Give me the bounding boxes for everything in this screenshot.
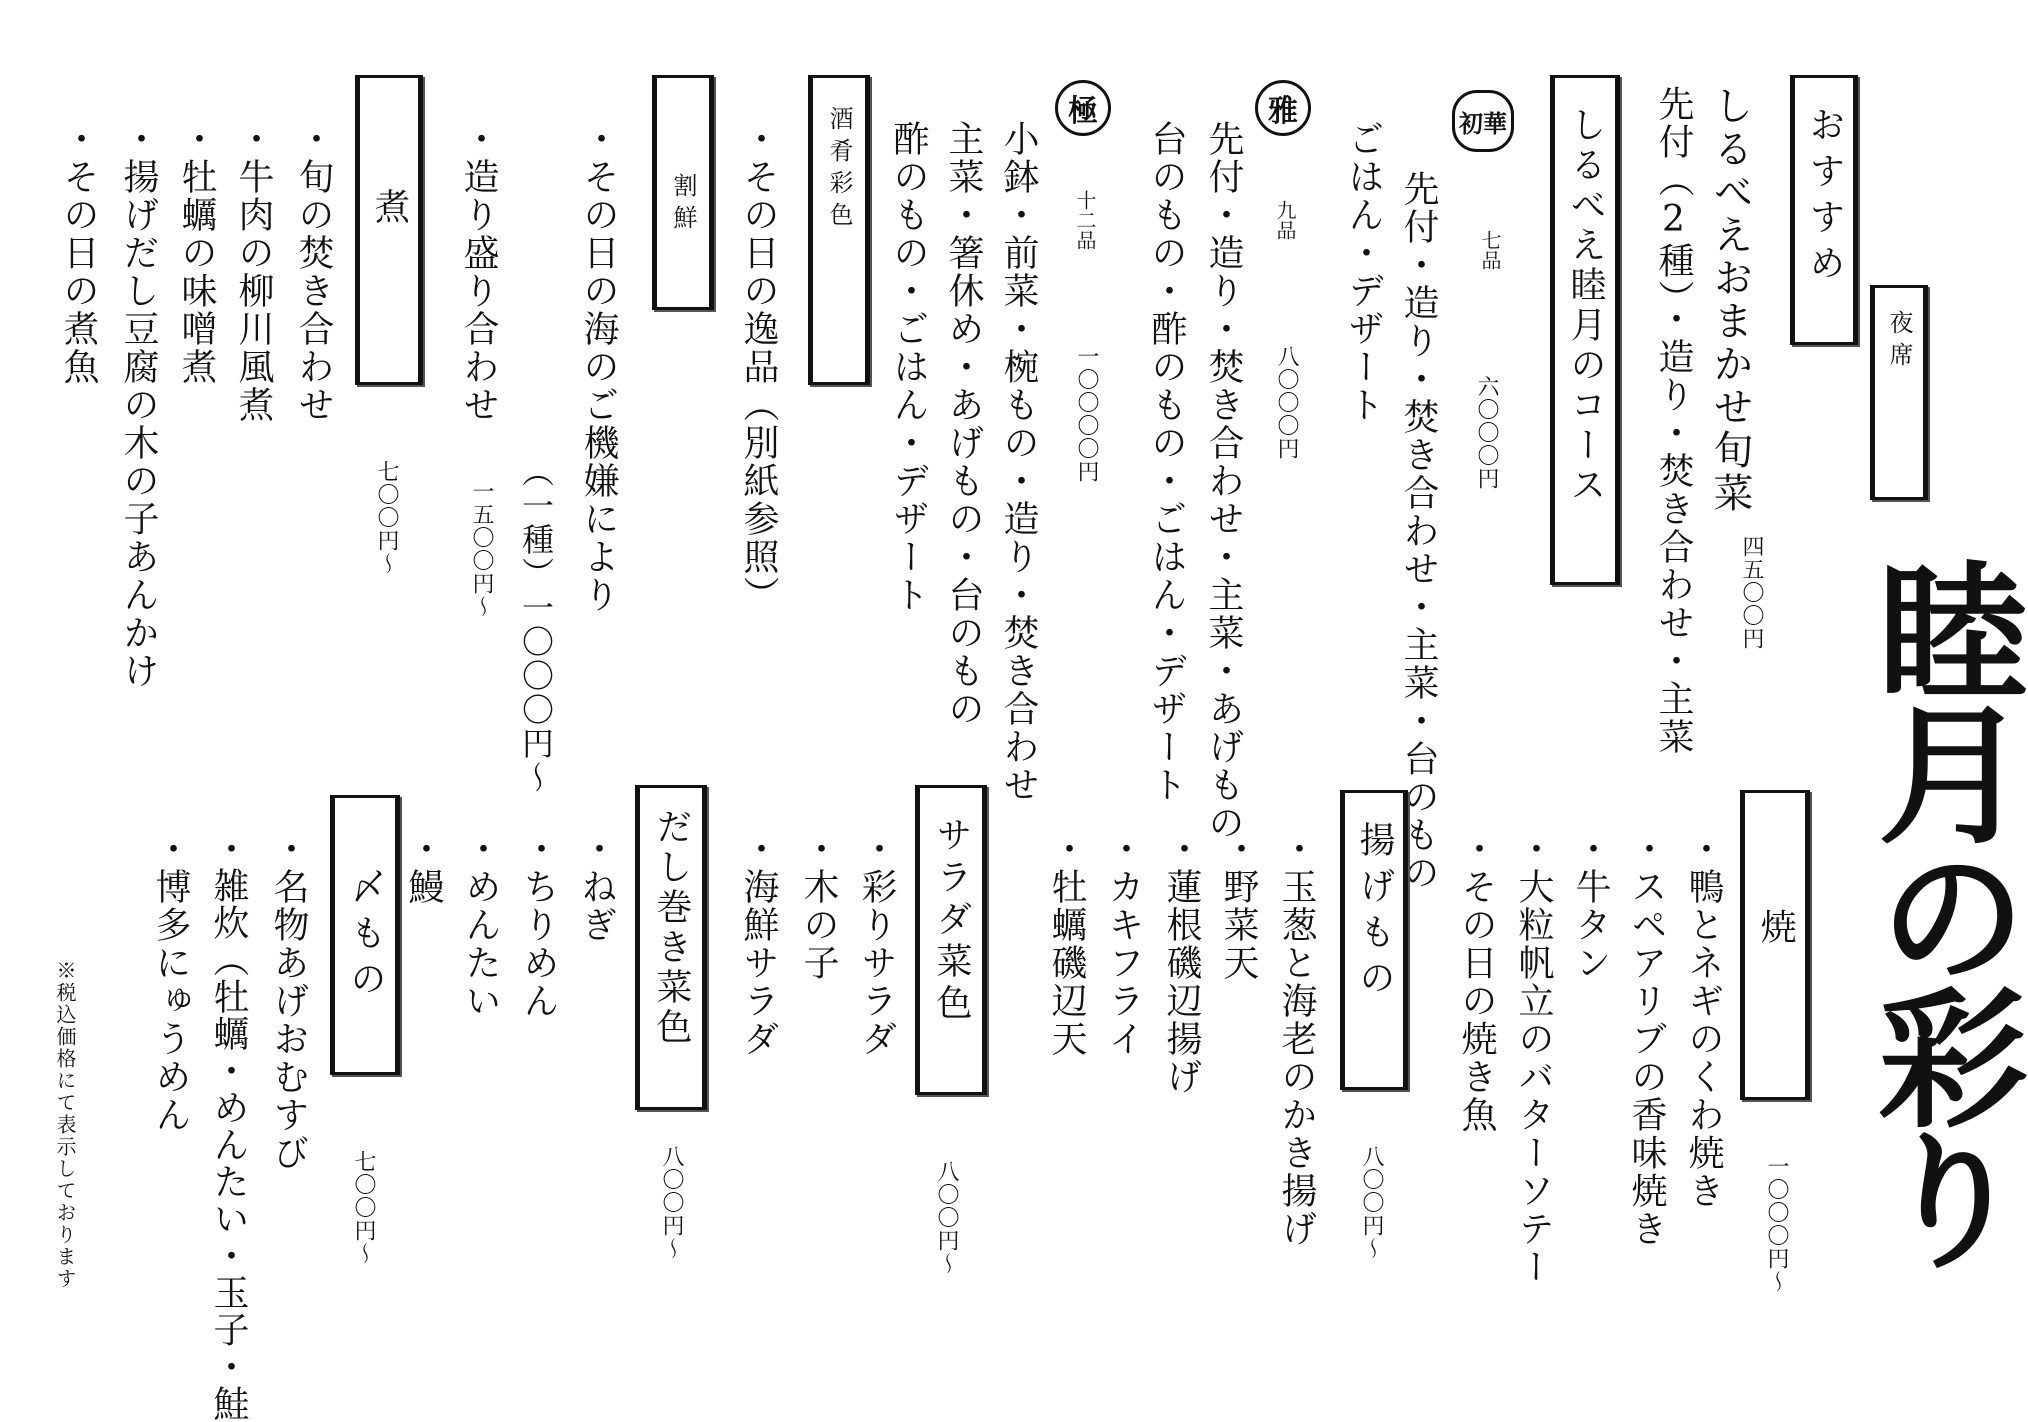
kiwami-line1: 小鉢・前菜・椀もの・造り・焚き合わせ bbox=[998, 120, 1039, 804]
yoseki-label: 夜席 bbox=[1885, 310, 1913, 374]
salad-item-3: ・海鮮サラダ bbox=[738, 830, 779, 1058]
miyabi-line1: 先付・造り・焚き合わせ・主菜・あげもの bbox=[1203, 120, 1244, 842]
yoseki-label-box bbox=[1870, 285, 1928, 500]
ni-item-4: ・揚げだし豆腐の木の子あんかけ bbox=[118, 120, 159, 690]
kiwami-price: 一〇〇〇〇円 bbox=[1074, 345, 1099, 483]
omakase-price: 四五〇〇円 bbox=[1739, 535, 1764, 650]
kappou-label-box bbox=[652, 75, 714, 310]
miyabi-line2: 台のもの・酢のもの・ごはん・デザート bbox=[1146, 120, 1187, 804]
agemono-label: 揚げもの bbox=[1354, 821, 1395, 1005]
salad-item-1: ・彩りサラダ bbox=[856, 830, 897, 1058]
shuko-item: ・その日の逸品（別紙参照） bbox=[738, 120, 779, 614]
shuko-label-box bbox=[808, 75, 870, 385]
ni-label-box bbox=[355, 75, 423, 385]
shuko-label: 酒肴彩色 bbox=[825, 106, 853, 234]
tax-note: ※税込価格にて表示しております bbox=[53, 960, 77, 1290]
dashimaki-item-1: ・ねぎ bbox=[576, 830, 617, 944]
kiwami-badge: 極 bbox=[1055, 80, 1111, 136]
salad-item-2: ・木の子 bbox=[798, 830, 839, 982]
recommend-label: おすすめ bbox=[1804, 106, 1845, 290]
dashimaki-item-2: ・ちりめん bbox=[518, 830, 559, 1020]
yaki-label: 焼 bbox=[1755, 908, 1796, 954]
kappou-price: （一種）一〇〇〇円～ bbox=[517, 455, 555, 795]
ni-item-2: ・牛肉の柳川風煮 bbox=[233, 120, 274, 424]
page-title: 睦月の彩り bbox=[1852, 555, 2028, 1265]
tsukuri-item: ・造り盛り合わせ bbox=[458, 120, 499, 424]
omakase-detail: 先付（2種）・造り・焚き合わせ・主菜 bbox=[1653, 85, 1694, 756]
recommend-label-box bbox=[1790, 75, 1858, 345]
kiwami-line2: 主菜・箸休め・あげもの・台のもの bbox=[943, 120, 984, 728]
hatsuhana-count: 七品 bbox=[1478, 230, 1502, 270]
shime-label-box bbox=[330, 795, 400, 1075]
yaki-item-5: ・その日の焼き魚 bbox=[1456, 830, 1497, 1134]
dashimaki-label: だし巻き菜色 bbox=[651, 808, 692, 1048]
kappou-item: ・その日の海のご機嫌により bbox=[578, 120, 619, 614]
agemono-price: 八〇〇円～ bbox=[1359, 1145, 1384, 1260]
shime-item-2: ・雑炊（牡蠣・めんたい・玉子・鮭 bbox=[208, 830, 249, 1422]
yaki-item-3: ・牛タン bbox=[1570, 830, 1611, 982]
agemono-item-4: ・カキフライ bbox=[1103, 830, 1144, 1058]
ni-item-3: ・牡蠣の味噌煮 bbox=[176, 120, 217, 386]
omakase-name: しるべえおまかせ旬菜 bbox=[1707, 85, 1753, 515]
yaki-item-4: ・大粒帆立のバターソテー bbox=[1513, 830, 1554, 1286]
kiwami-count: 十二品 bbox=[1073, 190, 1097, 250]
yaki-price: 一〇〇〇円～ bbox=[1764, 1155, 1789, 1293]
course-label: しるべえ睦月のコース bbox=[1565, 106, 1606, 506]
dashimaki-price: 八〇〇円～ bbox=[659, 1145, 684, 1260]
dashimaki-item-3: ・めんたい bbox=[460, 830, 501, 1020]
ni-item-1: ・旬の焚き合わせ bbox=[293, 120, 334, 424]
ni-item-5: ・その日の煮魚 bbox=[58, 120, 99, 386]
ni-label: 煮 bbox=[369, 188, 410, 234]
miyabi-badge: 雅 bbox=[1255, 80, 1311, 136]
salad-label: サラダ菜色 bbox=[931, 816, 972, 1026]
hatsuhana-line2: ごはん・デザート bbox=[1343, 120, 1384, 424]
salad-price: 八〇〇円～ bbox=[934, 1160, 959, 1275]
salad-label-box bbox=[915, 785, 987, 1095]
dashimaki-item-4: ・鰻 bbox=[403, 830, 444, 906]
shime-label: 〆もの bbox=[345, 868, 386, 1006]
yaki-item-1: ・鴨とネギのくわ焼き bbox=[1683, 830, 1724, 1210]
tsukuri-price: 一五〇〇円～ bbox=[469, 480, 494, 618]
agemono-label-box bbox=[1340, 790, 1408, 1090]
shime-item-3: ・博多にゅうめん bbox=[150, 830, 191, 1134]
shime-price: 七〇〇円～ bbox=[351, 1150, 376, 1265]
course-label-box bbox=[1550, 75, 1620, 585]
agemono-item-2: ・野菜天 bbox=[1218, 830, 1259, 982]
kappou-label: 割鮮 bbox=[669, 173, 697, 237]
hatsuhana-badge: 初華 bbox=[1452, 90, 1514, 152]
hatsuhana-line1: 先付・造り・焚き合わせ・主菜・台のもの bbox=[1398, 170, 1439, 892]
yaki-item-2: ・スペアリブの香味焼き bbox=[1626, 830, 1667, 1248]
yaki-label-box bbox=[1740, 790, 1810, 1100]
agemono-item-5: ・牡蠣磯辺天 bbox=[1046, 830, 1087, 1058]
miyabi-count: 九品 bbox=[1273, 200, 1297, 240]
miyabi-price: 八〇〇〇円 bbox=[1274, 345, 1299, 460]
dashimaki-label-box bbox=[635, 785, 707, 1110]
ni-price: 七〇〇円～ bbox=[374, 460, 399, 575]
agemono-item-3: ・蓮根磯辺揚げ bbox=[1161, 830, 1202, 1096]
shime-item-1: ・名物あげおむすび bbox=[268, 830, 309, 1172]
agemono-item-1: ・玉葱と海老のかき揚げ bbox=[1276, 830, 1317, 1248]
kiwami-line3: 酢のもの・ごはん・デザート bbox=[888, 120, 929, 614]
hatsuhana-price: 六〇〇〇円 bbox=[1474, 375, 1499, 490]
